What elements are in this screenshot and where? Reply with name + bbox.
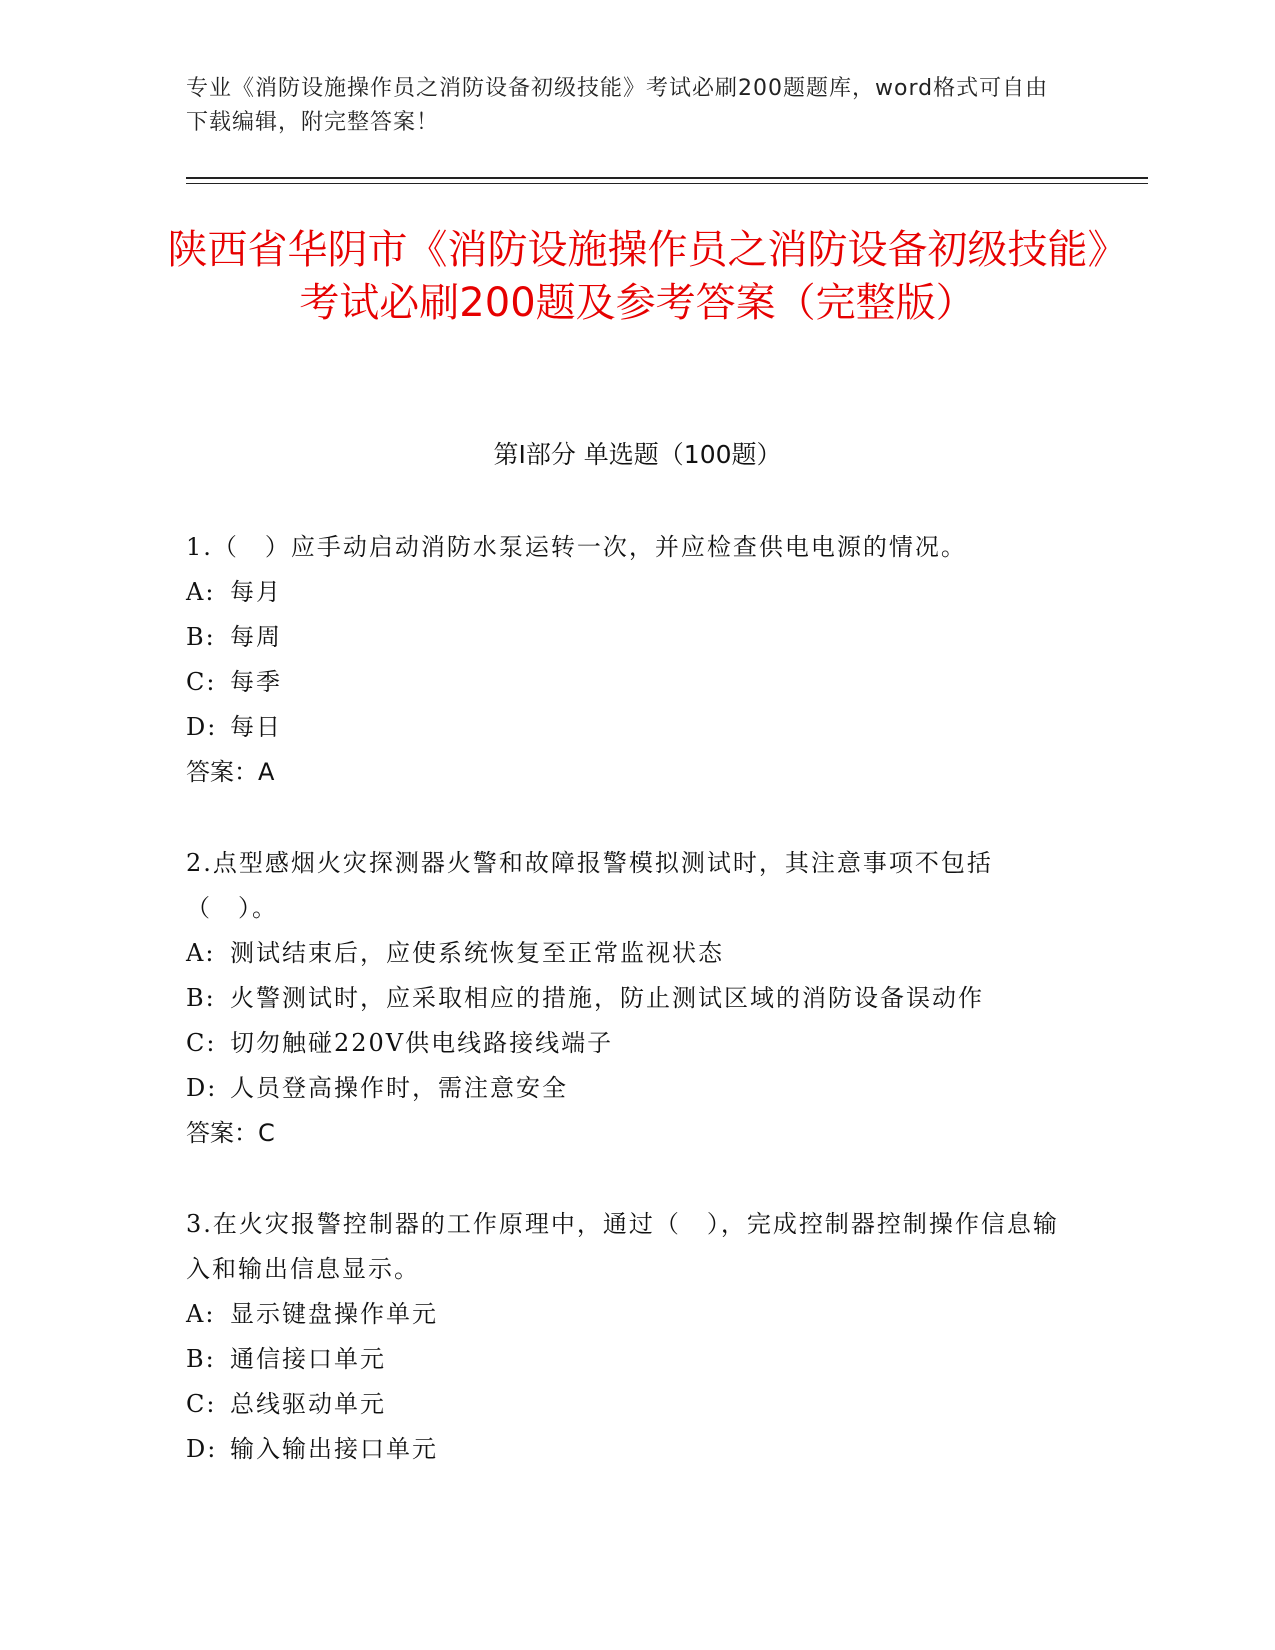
- option-letter: C:: [186, 1390, 217, 1418]
- option-letter: D:: [186, 1074, 218, 1102]
- option-letter: C:: [186, 1029, 217, 1057]
- header-divider-thick: [186, 177, 1148, 179]
- question-list: [186, 525, 1066, 1518]
- option-a: [186, 931, 1066, 976]
- option-letter: D:: [186, 713, 218, 741]
- question-stem: 2.点型感烟火灾探测器火警和故障报警模拟测试时，其注意事项不包括（ ）。: [186, 849, 993, 922]
- question-2: [186, 841, 1066, 1156]
- option-text: 每周: [230, 623, 282, 651]
- question-stem: 1.（ ）应手动启动消防水泵运转一次，并应检查供电电源的情况。: [186, 533, 967, 561]
- option-text: 每日: [230, 713, 282, 741]
- option-b: [186, 976, 1066, 1021]
- option-d: [186, 1066, 1066, 1111]
- header-note: 专业《消防设施操作员之消防设备初级技能》考试必刷200题题库，word格式可自由下载编辑，附完整答案！: [186, 76, 1049, 135]
- option-letter: C:: [186, 668, 217, 696]
- option-letter: B:: [186, 623, 216, 651]
- header-divider-thin: [186, 183, 1148, 184]
- option-text: 总线驱动单元: [230, 1390, 386, 1418]
- option-letter: D:: [186, 1435, 218, 1463]
- option-a: [186, 1292, 1066, 1337]
- option-text: 火警测试时，应采取相应的措施，防止测试区域的消防设备误动作: [230, 984, 984, 1012]
- option-letter: A:: [186, 578, 216, 606]
- section-heading: 第Ⅰ部分 单选题（100题）: [493, 440, 782, 469]
- question-stem: 3.在火灾报警控制器的工作原理中，通过（ ），完成控制器控制操作信息输入和输出信息显示。: [186, 1210, 1059, 1283]
- option-c: [186, 660, 1066, 705]
- option-text: 通信接口单元: [230, 1345, 386, 1373]
- option-text: 输入输出接口单元: [230, 1435, 438, 1463]
- option-text: 显示键盘操作单元: [230, 1300, 438, 1328]
- option-c: [186, 1021, 1066, 1066]
- option-letter: B:: [186, 984, 216, 1012]
- option-text: 每月: [230, 578, 282, 606]
- option-b: [186, 615, 1066, 660]
- option-d: [186, 1427, 1066, 1472]
- option-c: [186, 1382, 1066, 1427]
- option-text: 测试结束后，应使系统恢复至正常监视状态: [230, 939, 724, 967]
- option-letter: A:: [186, 939, 216, 967]
- answer: 答案：A: [186, 758, 275, 786]
- question-3: [186, 1202, 1066, 1472]
- option-a: [186, 570, 1066, 615]
- question-1: [186, 525, 1066, 795]
- option-d: [186, 705, 1066, 750]
- answer: 答案：C: [186, 1119, 275, 1147]
- document-title: 陕西省华阴市《消防设施操作员之消防设备初级技能》考试必刷200题及参考答案（完整版）: [167, 227, 1108, 326]
- option-letter: B:: [186, 1345, 216, 1373]
- option-letter: A:: [186, 1300, 216, 1328]
- option-b: [186, 1337, 1066, 1382]
- option-text: 人员登高操作时，需注意安全: [230, 1074, 568, 1102]
- option-text: 切勿触碰220V供电线路接线端子: [230, 1029, 614, 1057]
- option-text: 每季: [230, 668, 282, 696]
